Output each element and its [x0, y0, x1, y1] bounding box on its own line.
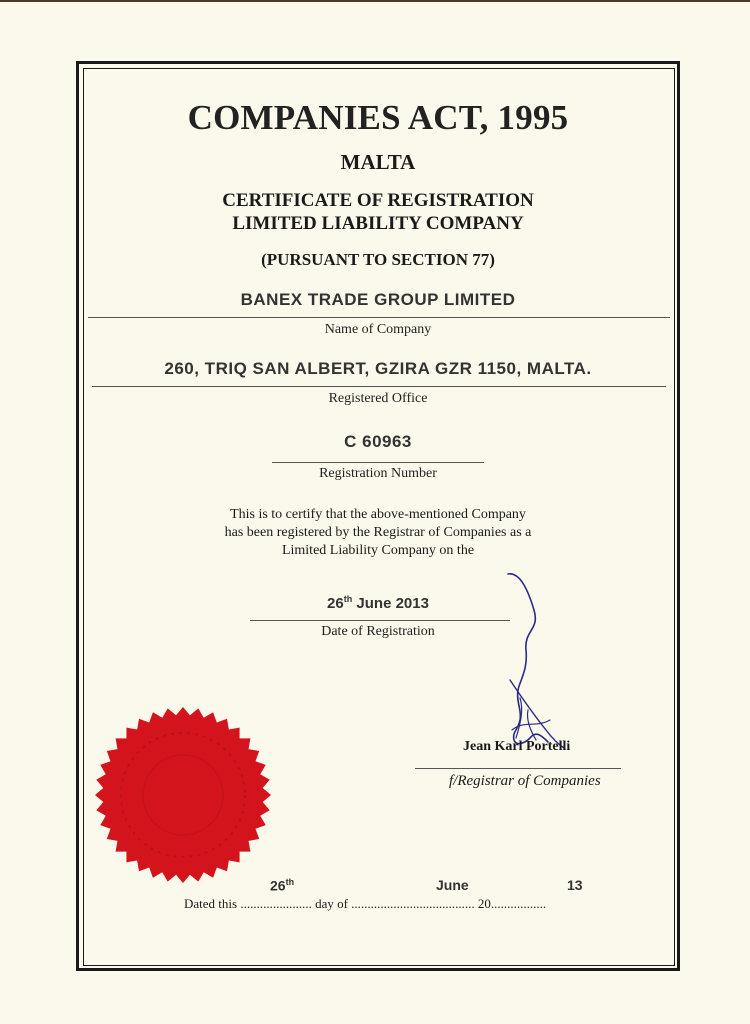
signature-rule	[415, 768, 621, 769]
top-edge-line	[0, 0, 750, 2]
signer-name: Jean Karl Portelli	[463, 739, 571, 754]
registration-date-caption: Date of Registration	[321, 624, 435, 639]
certificate-heading-line2: LIMITED LIABILITY COMPANY	[232, 213, 524, 234]
registration-number: C 60963	[344, 432, 412, 451]
act-title: COMPANIES ACT, 1995	[187, 98, 569, 137]
dated-day-number: 26	[270, 877, 286, 894]
certification-line-3: Limited Liability Company on the	[281, 543, 475, 558]
signer-title: f/Registrar of Companies	[449, 773, 601, 789]
handwritten-signature-icon	[490, 570, 580, 755]
registration-date-rule	[250, 620, 510, 621]
registration-date-day: 26	[327, 595, 344, 612]
company-name-caption: Name of Company	[324, 322, 432, 337]
certification-text	[76, 506, 680, 560]
company-name-rule	[88, 317, 670, 318]
registered-office-caption: Registered Office	[328, 391, 428, 406]
registered-office: 260, TRIQ SAN ALBERT, GZIRA GZR 1150, MALTA.	[164, 359, 592, 378]
registration-date	[76, 594, 680, 612]
registration-number-rule	[272, 462, 484, 463]
company-name: BANEX TRADE GROUP LIMITED	[240, 290, 516, 309]
registered-office-rule	[92, 386, 666, 387]
dated-month: June	[436, 877, 469, 893]
dated-day	[270, 877, 294, 894]
certificate-heading-line1: CERTIFICATE OF REGISTRATION	[222, 190, 534, 211]
country-heading: MALTA	[340, 150, 416, 174]
dated-year: 13	[567, 877, 583, 893]
certification-line-2: has been registered by the Registrar of Companies as a	[224, 525, 532, 540]
registration-number-caption: Registration Number	[319, 466, 437, 481]
registration-date-suffix: th	[343, 594, 353, 604]
pursuant-section: (PURSUANT TO SECTION 77)	[261, 250, 495, 269]
certification-line-1: This is to certify that the above-mentioned Company	[230, 507, 526, 522]
registration-date-rest: June 2013	[352, 595, 429, 612]
wax-seal-icon	[94, 706, 272, 884]
dated-day-suffix: th	[285, 877, 295, 887]
dated-line: Dated this ...................... day of ...................................... 20.................	[184, 896, 547, 911]
